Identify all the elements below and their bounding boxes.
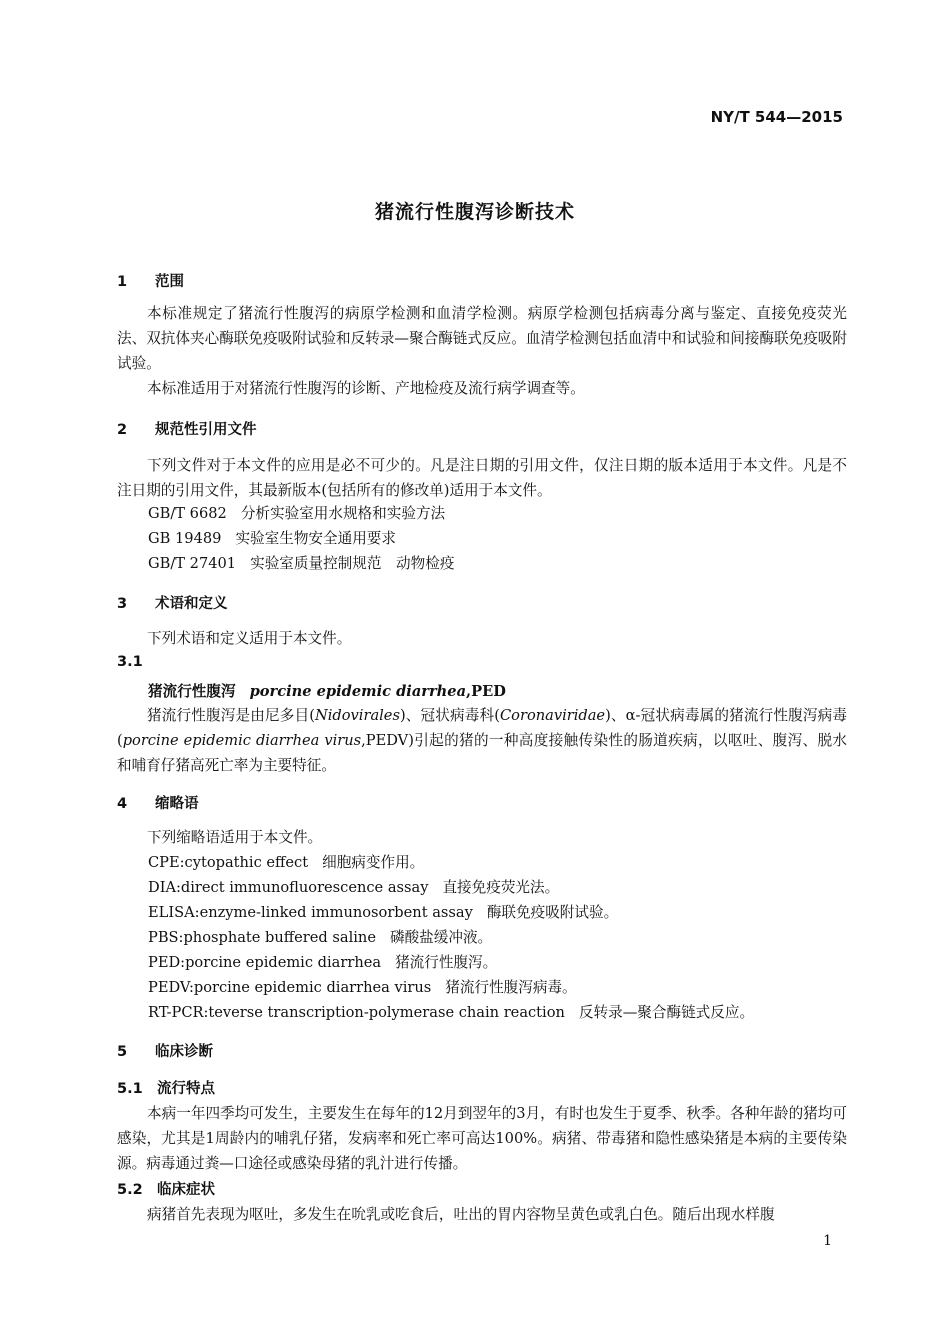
reference-item: GB/T 27401 实验室质量控制规范 动物检疫 [148,555,455,572]
section-1-paragraph-2: 本标准适用于对猪流行性腹泻的诊断、产地检疫及流行病学调查等。 [147,380,585,397]
section-1-paragraph-1: 本标准规定了猪流行性腹泻的病原学检测和血清学检测。病原学检测包括病毒分离与鉴定、直接免疫荧光法、双抗体夹心酶联免疫吸附试验和反转录—聚合酶链式反应。血清学检测包括血清中和试验和间接酶联免疫吸附试验。 [117,305,847,372]
section-2-heading: 2 规范性引用文件 [117,422,257,438]
abbreviation-item: PEDV:porcine epidemic diarrhea virus 猪流行性腹泻病毒。 [148,979,577,996]
standard-number: NY/T 544—2015 [710,108,843,126]
abbreviation-item: ELISA:enzyme-linked immunosorbent assay 酶联免疫吸附试验。 [148,904,619,921]
section-5-heading: 5 临床诊断 [117,1044,213,1060]
document-title: 猪流行性腹泻诊断技术 [374,201,575,223]
abbreviation-item: DIA:direct immunofluorescence assay 直接免疫荧光法。 [148,879,560,896]
section-3-heading: 3 术语和定义 [117,596,228,612]
reference-item: GB/T 6682 分析实验室用水规格和实验方法 [148,505,446,522]
term-entry: 猪流行性腹泻 porcine epidemic diarrhea,PED [148,683,506,700]
section-3-paragraph-1: 下列术语和定义适用于本文件。 [147,630,352,647]
page-number: 1 [823,1233,832,1249]
abbreviation-item: RT-PCR:teverse transcription-polymerase chain reaction 反转录—聚合酶链式反应。 [148,1004,755,1021]
section-4-heading: 4 缩略语 [117,796,199,812]
subsection-5-1-paragraph: 本病一年四季均可发生，主要发生在每年的12月到翌年的3月，有时也发生于夏季、秋季。各种年龄的猪均可感染，尤其是1周龄内的哺乳仔猪，发病率和死亡率可高达100%。病猪、带毒猪和隐性感染猪是本病的主要传染源。病毒通过粪—口途径或感染母猪的乳汁进行传播。 [117,1105,847,1172]
subsection-3-1-number: 3.1 [117,654,143,670]
subsection-5-2-paragraph: 病猪首先表现为呕吐，多发生在吮乳或吃食后，吐出的胃内容物呈黄色或乳白色。随后出现水样腹 [147,1206,775,1223]
subsection-5-1-heading: 5.1 流行特点 [117,1081,215,1097]
abbreviation-item: CPE:cytopathic effect 细胞病变作用。 [148,854,425,871]
section-4-paragraph-1: 下列缩略语适用于本文件。 [147,829,323,846]
term-definition: 猪流行性腹泻是由尼多目(Nidovirales)、冠状病毒科(Coronaviridae)、α-冠状病毒属的猪流行性腹泻病毒(porcine epidemic diarrhea virus,PEDV)引起的猪的一种高度接触传染性的肠道疾病，以呕吐、腹泻、脱水和哺育仔猪高死亡率为主要特征。 [117,707,848,774]
section-2-paragraph-1: 下列文件对于本文件的应用是必不可少的。凡是注日期的引用文件，仅注日期的版本适用于本文件。凡是不注日期的引用文件，其最新版本(包括所有的修改单)适用于本文件。 [117,457,847,499]
abbreviation-item: PBS:phosphate buffered saline 磷酸盐缓冲液。 [148,929,493,946]
section-1-heading: 1 范围 [117,274,184,290]
subsection-5-2-heading: 5.2 临床症状 [117,1182,215,1198]
abbreviation-item: PED:porcine epidemic diarrhea 猪流行性腹泻。 [148,954,498,971]
reference-item: GB 19489 实验室生物安全通用要求 [148,530,396,547]
